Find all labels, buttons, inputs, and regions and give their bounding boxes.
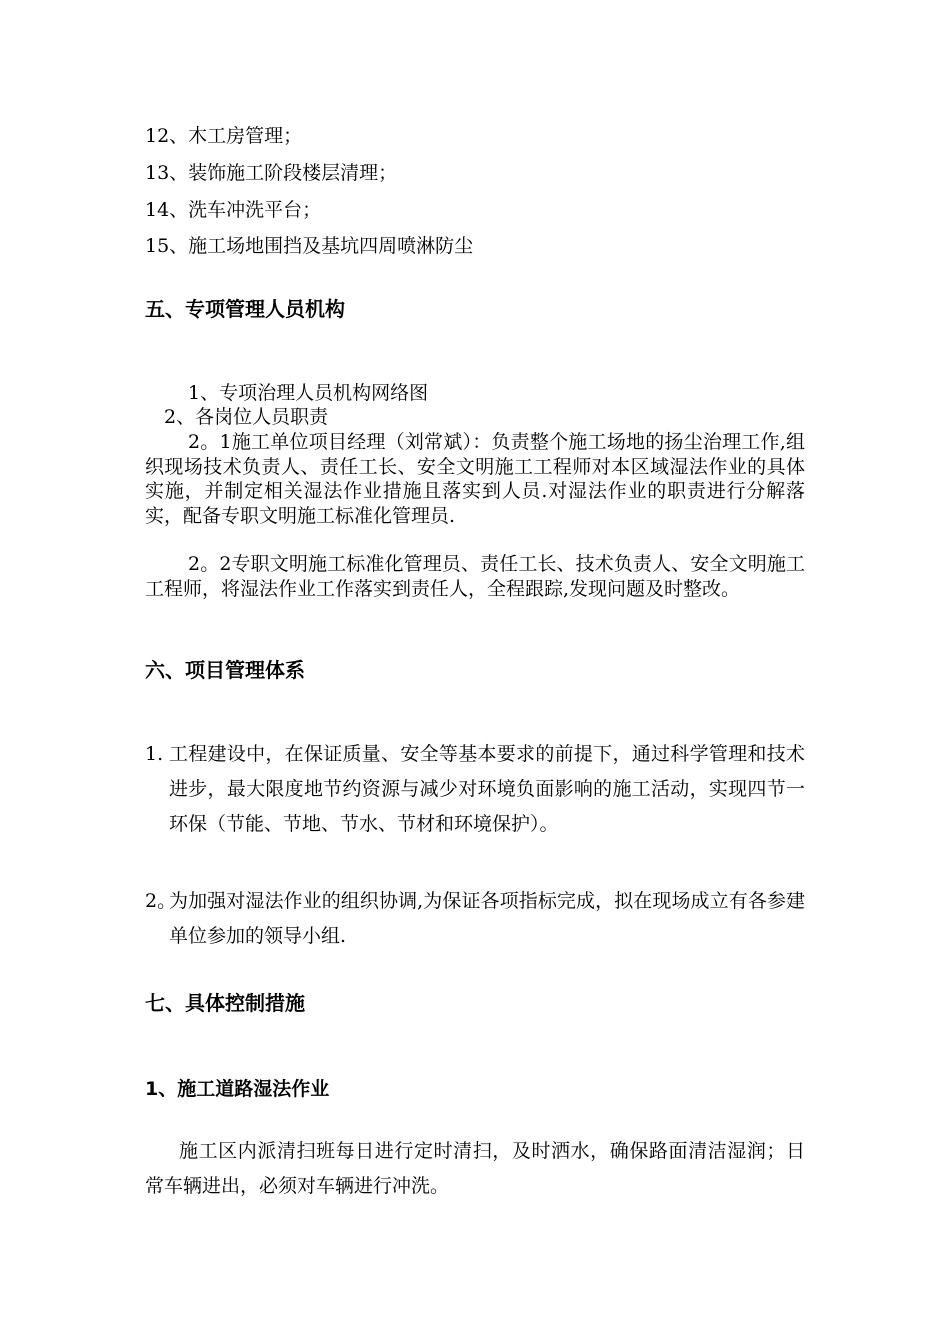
- section-5-heading: 五、专项管理人员机构: [145, 297, 345, 321]
- section-5-paragraph-2: 2。2专职文明施工标准化管理员、责任工长、技术负责人、安全文明施工工程师，将湿法作业工作落实到责任人，全程跟踪,发现问题及时整改。: [145, 553, 805, 600]
- list-item-15: 15、施工场地围挡及基坑四周喷淋防尘: [145, 235, 474, 257]
- section-7-subheading: 1、施工道路湿法作业: [145, 1078, 330, 1100]
- item-text: 工程建设中，在保证质量、安全等基本要求的前提下，通过科学管理和技术进步，最大限度地节约资源与减少对环境负面影响的施工活动，实现四节一环保（节能、节地、节水、节材和环境保护）。: [169, 743, 805, 835]
- item-text: 为加强对湿法作业的组织协调,为保证各项指标完成，拟在现场成立有各参建单位参加的领导小组.: [169, 890, 805, 947]
- list-item-12: 12、木工房管理；: [145, 125, 303, 147]
- section-7-paragraph-1: 施工区内派清扫班每日进行定时清扫，及时洒水，确保路面清洁湿润；日常车辆进出，必须对车辆进行冲洗。: [145, 1140, 805, 1197]
- section-6-item-2: [145, 884, 805, 954]
- section-5-paragraph-1: 2。1施工单位项目经理（刘常斌）：负责整个施工场地的扬尘治理工作,组织现场技术负责人、责任工长、安全文明施工工程师对本区域湿法作业的具体实施，并制定相关湿法作业措施且落实到人员.对湿法作业的职责进行分解落实，配备专职文明施工标准化管理员.: [145, 431, 805, 527]
- list-item-13: 13、装饰施工阶段楼层清理；: [145, 162, 398, 184]
- section-6-heading: 六、项目管理体系: [145, 658, 305, 682]
- section-6-item-1: [145, 737, 805, 842]
- section-7-heading: 七、具体控制措施: [145, 991, 305, 1015]
- section-5-sub-2: 2、各岗位人员职责: [164, 406, 329, 428]
- list-item-14: 14、洗车冲洗平台；: [145, 199, 322, 221]
- section-5-sub-1: 1、专项治理人员机构网络图: [188, 382, 429, 404]
- item-number: 2。: [145, 890, 177, 912]
- item-number: 1.: [145, 743, 164, 765]
